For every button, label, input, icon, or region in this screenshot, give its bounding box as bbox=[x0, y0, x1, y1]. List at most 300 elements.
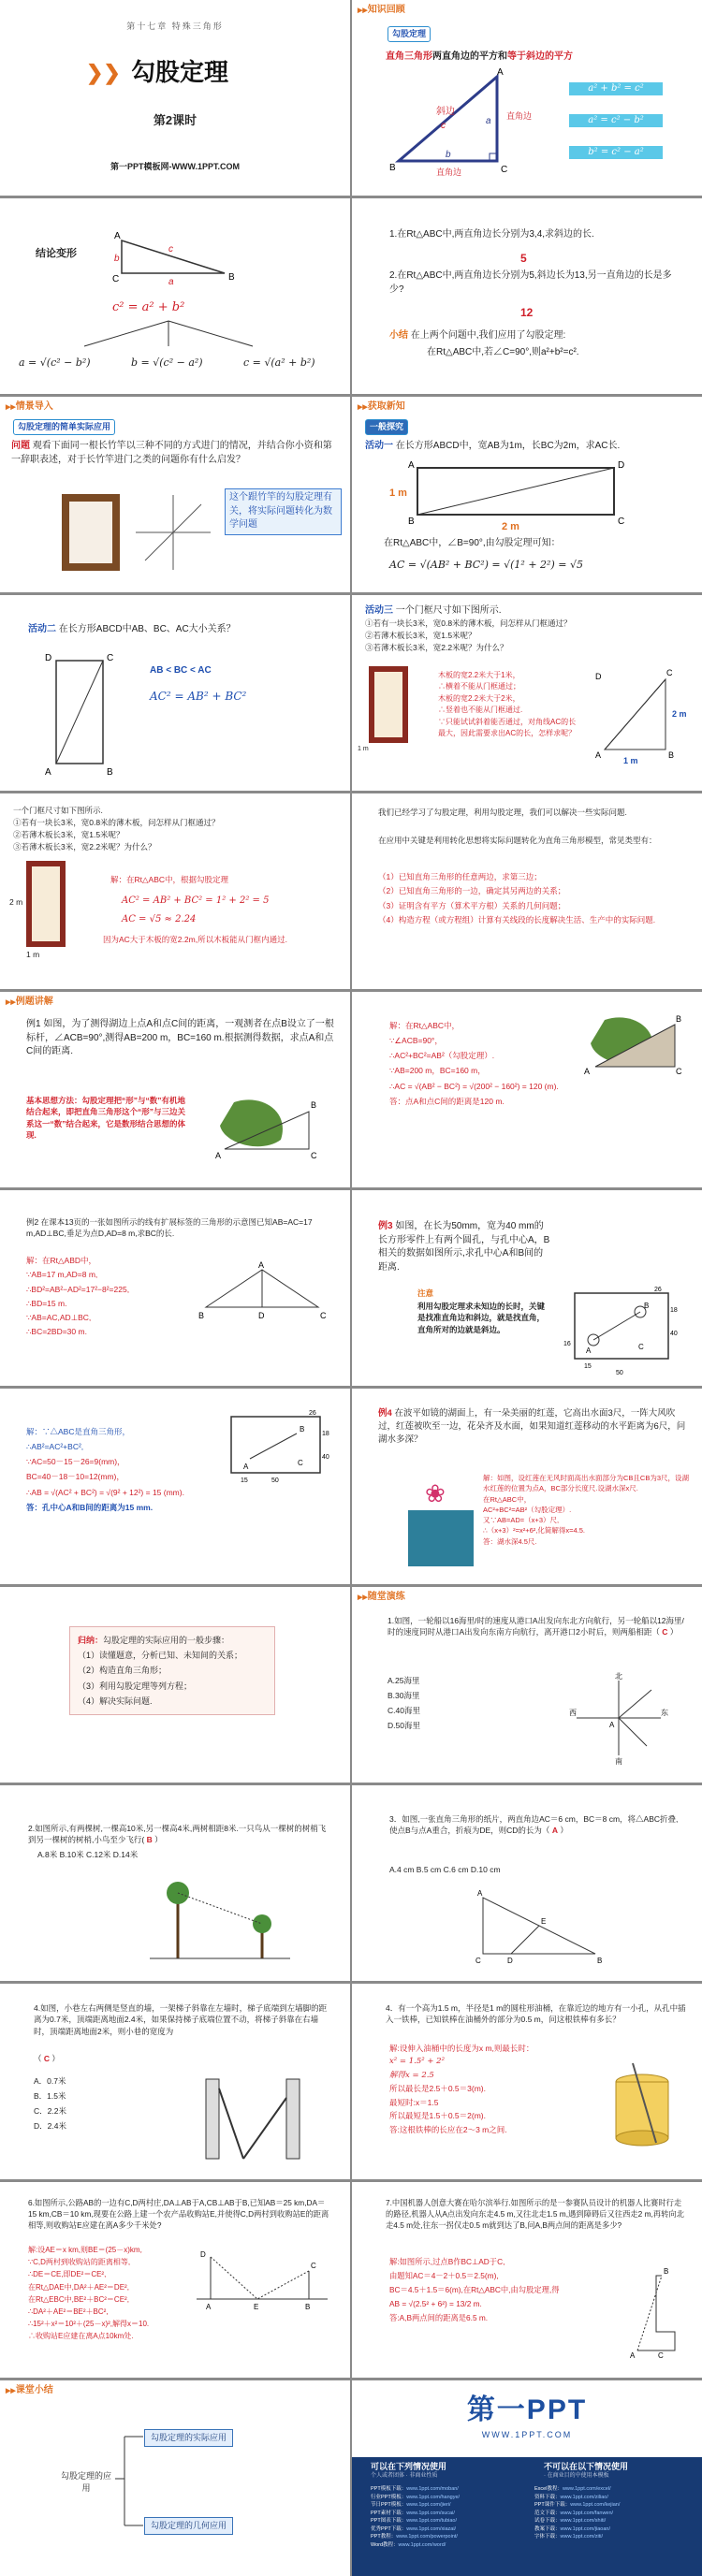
part-figure bbox=[556, 1284, 687, 1377]
topic-tag: 勾股定理的简单实际应用 bbox=[13, 419, 115, 435]
vertex-a: A bbox=[497, 67, 504, 78]
vertex-c: C bbox=[311, 2262, 316, 2270]
vertex-a: A bbox=[206, 2303, 212, 2311]
step-3: AB = √(2.5² + 6²) = 13/2 m. bbox=[389, 2298, 482, 2308]
slide-23-exercise-6 bbox=[0, 2182, 350, 2378]
lake-figure bbox=[206, 1093, 328, 1168]
item-1: ①若有一块长3米，宽0.8米的薄木板，问怎样从门框通过？ bbox=[365, 619, 572, 628]
slide-24-exercise-7 bbox=[352, 2182, 702, 2378]
step-4: ∵AB=AC,AD⊥BC, bbox=[26, 1313, 92, 1323]
vertex-a: A bbox=[584, 1067, 591, 1076]
vertex-a: A bbox=[408, 460, 415, 471]
example-text: 在波平如镜的湖面上，有一朵美丽的红莲，它高出水面3尺，一阵大风吹过，红莲被吹至一边，花朵齐及水面，如果知道红莲移动的水平距离为6尺，问湖水多深？ bbox=[378, 1408, 686, 1445]
port-label: A bbox=[609, 1721, 615, 1729]
step-4: ∴AC = √(AB² − BC²) = √(200² − 160²) = 120 (m). bbox=[389, 1081, 559, 1091]
slide-22-exercise-5 bbox=[352, 1984, 702, 2179]
rule-part-3: 等于 bbox=[507, 51, 526, 62]
intro: 一个门框尺寸如下图所示. bbox=[13, 806, 103, 815]
link-row[interactable]: PPT模板下载：www.1ppt.com/moban/ bbox=[371, 2486, 459, 2492]
rule-part-2: 两直角边的平方和 bbox=[432, 51, 507, 62]
vertex-b: B bbox=[408, 517, 415, 527]
vertex-b: B bbox=[300, 1425, 305, 1434]
activity-text: 一个门框尺寸如下图所示. bbox=[395, 605, 502, 616]
allowed-title: 可以在下列情况使用 bbox=[371, 2462, 447, 2471]
width-label: 1 m bbox=[623, 756, 638, 765]
dim-4: 15 bbox=[584, 1363, 592, 1370]
vertex-b: B bbox=[668, 750, 675, 760]
vertex-b: B bbox=[305, 2303, 311, 2311]
steps-title: 勾股定理的实际应用的一般步骤： bbox=[103, 1636, 230, 1645]
question-text: 7.中国机器人创意大赛在哈尔滨举行.如图所示的是一参赛队员设计的机器人比赛时行走的路径,机器人从A点出发向东走4.5 m,又往北走1.5 m,遇到障碍后又往西走2 m,再转向北走4.5 m处,往东一拐仅走0.5 m就到达了B,问A,B两点间的距离是多少? bbox=[386, 2198, 684, 2231]
site-label: 第一PPT模板网-WWW.1PPT.COM bbox=[110, 162, 240, 171]
slide-1-title bbox=[0, 0, 350, 196]
relation-equation: AC² = AB² + BC² bbox=[150, 690, 247, 703]
variant-b: b = √(c² − a²) bbox=[131, 357, 203, 369]
hyp-label: 斜边 bbox=[436, 107, 455, 117]
activity-label: 活动二 bbox=[28, 624, 56, 634]
trees-figure bbox=[150, 1879, 290, 1963]
question-text: 4.如图，小巷左右两侧是竖直的墙，一架梯子斜靠在左墙时，梯子底端到左墙脚的距离为0.7米，顶端距离地面2.4米，如果保持梯子底端位置不动，将梯子斜靠在右墙时，顶端距离地面2米，则小巷的宽度为 bbox=[34, 2003, 328, 2036]
lake-figure bbox=[577, 1011, 689, 1076]
forbidden-sub: · 在商业目的中使用本模板 bbox=[544, 2473, 609, 2479]
eq-1: x² = 1.5² + 2² bbox=[389, 2057, 445, 2067]
door-width: 1 m bbox=[358, 746, 369, 752]
vertex-b: B bbox=[597, 1957, 603, 1965]
vertex-b: B bbox=[389, 163, 396, 173]
sol-2: 在Rt△ABC中， bbox=[483, 1494, 532, 1504]
leg-label: 直角边 bbox=[506, 111, 533, 121]
item-3: ③若薄木板长3米，宽2.2米呢？为什么？ bbox=[365, 643, 508, 652]
question-text: 4．有一个高为1.5 m，半径是1 m的圆柱形油桶，在靠近边的地方有一小孔，从孔中插入一铁棒，已知铁棒在油桶外的部分为0.5 m，问这根铁棒有多长？ bbox=[386, 2003, 686, 2025]
note-label: 注意 bbox=[417, 1288, 434, 1298]
slide-25-summary bbox=[0, 2380, 350, 2576]
vertex-a: A bbox=[243, 1463, 249, 1471]
vertex-b: B bbox=[107, 767, 113, 778]
vertex-a: A bbox=[114, 231, 121, 241]
link-row[interactable]: 范文下载：www.1ppt.com/fanwen/ bbox=[534, 2510, 614, 2516]
step-1: （1）读懂题意，分析已知、未知间的关系； bbox=[78, 1651, 243, 1661]
sol-4: 又∵AB=AD=（x+3）尺, bbox=[483, 1516, 560, 1524]
sol-1: 解：如图，设红莲在无风时面高出水面部分为CB且CB为3尺，设湖水红莲的位置为点A，BC部分长度尺.设湖水深x尺. bbox=[483, 1474, 690, 1493]
center-topic: 勾股定理的应用 bbox=[60, 2471, 111, 2494]
slide-5-intro bbox=[0, 397, 350, 592]
reason-2: ∴横着不能从门框通过； bbox=[438, 682, 520, 691]
vertex-c: C bbox=[298, 1459, 303, 1467]
answer: A bbox=[551, 1826, 558, 1836]
step-1: 由题知AC＝4－2＋0.5＝2.5(m), bbox=[389, 2270, 499, 2280]
link-row[interactable]: 优秀PPT下载：www.1ppt.com/xiazai/ bbox=[371, 2525, 457, 2532]
reason-3: 木板的宽2.2米大于2米， bbox=[438, 693, 520, 703]
answer-2: 12 bbox=[520, 306, 534, 319]
sol-1: 解:设伸入油桶中的长度为x m,则最长时： bbox=[389, 2044, 534, 2053]
vertex-c: C bbox=[320, 1311, 327, 1320]
slide-20-exercise-3: 3．如图,一张直角三角形的纸片，两直角边AC＝6 cm，BC＝8 cm，将△ABC折叠,使点B与点A重合，折痕为DE，则CD的长为（ A ） A.4 cm B.5 cm C.6 cm D.10 cm A B C D E bbox=[352, 1785, 702, 1981]
link-row[interactable]: 节日PPT模板：www.1ppt.com/jieri/ bbox=[371, 2502, 451, 2509]
problem-text: 观看下面同一根长竹竿以三种不同的方式进门的情况，并结合你小资和第一辞职表述，对于长竹竿进门之类的问题你有什么启发？ bbox=[11, 441, 332, 465]
option-c[interactable]: C．2.2米 bbox=[34, 2106, 66, 2117]
section-label: ▶▶ 随堂演练 bbox=[358, 1591, 405, 1605]
side-b: b bbox=[446, 150, 451, 160]
link-row[interactable]: Excel教程：www.1ppt.com/excel/ bbox=[534, 2486, 611, 2492]
slide-19-exercise-2: 2.如图所示,有两棵树,一棵高10米,另一棵高4米,两树相距8米.一只鸟从一棵树的树梢飞到另一棵树的树梢,小鸟至少飞行( B ） A.8米 B.10米 C.12米 D.14米 bbox=[0, 1785, 350, 1981]
equation-1: AC² = AB² + BC² = 1² + 2² = 5 bbox=[122, 895, 270, 906]
method-tip: 基本思想方法：勾股定理把“形”与“数”有机地结合起来，即把直角三角形这个“形”与三边关系这一“数”结合起来，它是数形结合思想的体现. bbox=[26, 1096, 186, 1140]
solution-label: 解：在Rt△ABC中，根据勾股定理 bbox=[110, 875, 229, 884]
answer: C bbox=[662, 1627, 668, 1637]
dim-1: 26 bbox=[654, 1287, 662, 1293]
vertex-c: C bbox=[676, 1067, 682, 1076]
leg-label-2: 直角边 bbox=[436, 167, 462, 177]
slide-12-solution-1 bbox=[352, 992, 702, 1187]
variant-label: 结论变形 bbox=[36, 248, 77, 259]
option-b[interactable]: B．1.5米 bbox=[34, 2091, 66, 2102]
width-label: 1 m bbox=[26, 950, 40, 959]
link-row[interactable]: 资料下载：www.1ppt.com/ziliao/ bbox=[534, 2494, 608, 2500]
path-figure bbox=[628, 2238, 694, 2360]
vertex-a: A bbox=[215, 1151, 222, 1160]
section-label: ▶▶ 情景导入 bbox=[6, 400, 53, 415]
height-label: 2 m bbox=[672, 709, 687, 719]
option-a[interactable]: A．0.7米 bbox=[34, 2076, 66, 2086]
option-d[interactable]: D．2.4米 bbox=[34, 2121, 66, 2132]
sol-5: 答:这根铁棒的长应在2～3 m之间. bbox=[389, 2124, 507, 2134]
sol-2: 所以最长是2.5＋0.5＝3(m). bbox=[389, 2084, 486, 2094]
slide-10-summary bbox=[352, 793, 702, 989]
sol-label: 解:设AE＝x km,则BE＝(25－x)km, bbox=[28, 2246, 142, 2254]
steps-label: 归纳： bbox=[78, 1636, 104, 1645]
vertex-d: D bbox=[507, 1957, 513, 1965]
dim-1: 26 bbox=[309, 1410, 316, 1417]
step-6: ∴15²＋x²＝10²＋(25－x)²,解得x＝10. bbox=[28, 2320, 150, 2329]
height-label: 2 m bbox=[9, 897, 23, 907]
vertex-c: C bbox=[638, 1343, 644, 1351]
step-7: ∴收购站E应建在离A点10km处. bbox=[28, 2332, 134, 2341]
question-text: 3．如图,一张直角三角形的纸片，两直角边AC＝6 cm，BC＝8 cm，将△ABC折叠,使点B与点A重合，折痕为DE，则CD的长为（ bbox=[389, 1814, 679, 1836]
step-1: ∵C,D两村到收购站的距离相等, bbox=[28, 2258, 131, 2267]
right-triangle-figure bbox=[385, 67, 533, 180]
section-label: ▶▶ 获取新知 bbox=[358, 400, 405, 415]
slide-2-review bbox=[352, 0, 702, 196]
west-label: 西 bbox=[569, 1709, 577, 1717]
example-label: 例4 bbox=[378, 1408, 392, 1419]
slide-13-example-2 bbox=[0, 1190, 350, 1386]
rule-part-1: 直角三角形 bbox=[386, 51, 432, 62]
step-2: （2）构造直角三角形； bbox=[78, 1666, 168, 1676]
slide-9-solution bbox=[0, 793, 350, 989]
sol-3: AC²+BC²=AB²（勾股定理）. bbox=[483, 1505, 572, 1514]
item-3: ③若薄木板长3米，宽2.2米呢？为什么？ bbox=[13, 842, 156, 851]
note-label: 小结 bbox=[389, 330, 408, 341]
reason-4: ∴竖着也不能从门框通过. bbox=[438, 706, 523, 715]
vertex-c: C bbox=[658, 2351, 664, 2360]
vertex-c: C bbox=[475, 1957, 481, 1965]
question-1: 1.在Rt△ABC中,两直角边长分别为3,4,求斜边的长. bbox=[389, 229, 594, 240]
section-label: ▶▶ 例题讲解 bbox=[6, 996, 53, 1010]
link-row[interactable]: 行业PPT模板：www.1ppt.com/hangye/ bbox=[371, 2494, 461, 2500]
option-d[interactable]: D.50海里 bbox=[388, 1721, 420, 1731]
page-title: 勾股定理 bbox=[131, 59, 229, 87]
rectangle-figure bbox=[37, 651, 131, 782]
step-2: ∴BD²=AB²−AD²=17²−8²=225, bbox=[26, 1284, 130, 1294]
reason-1: 木板的宽2.2米大于1米， bbox=[438, 671, 520, 679]
chapter-label: 第十七章 特殊三角形 bbox=[126, 22, 224, 31]
length-label: 2 m bbox=[502, 521, 519, 532]
question-text: 2.如图所示,有两棵树,一棵高10米,另一棵高4米,两树相距8米.一只鸟从一棵树的树梢飞到另一棵树的树梢,小鸟至少飞行( bbox=[28, 1824, 327, 1845]
dim-5: 50 bbox=[271, 1477, 279, 1484]
branch-geometry[interactable]: 勾股定理的几何应用 bbox=[144, 2517, 233, 2535]
problem-label: 问题 bbox=[11, 441, 30, 451]
triangle-figure bbox=[197, 1260, 337, 1326]
dim-2: 18 bbox=[670, 1307, 678, 1314]
slide-26-ad bbox=[352, 2380, 702, 2576]
equation-bar-3: b² = c² − a² bbox=[569, 146, 663, 159]
step-1: ∵∠ACB=90°， bbox=[389, 1036, 443, 1046]
side-b: b bbox=[114, 254, 120, 264]
slide-3-variants bbox=[0, 198, 350, 394]
slide-6-activity-1 bbox=[352, 397, 702, 592]
link-row[interactable]: 试卷下载：www.1ppt.com/shiti/ bbox=[534, 2518, 607, 2525]
barrel-figure bbox=[605, 2059, 680, 2161]
item-1: ①若有一块长3米，宽0.8米的薄木板，问怎样从门框通过？ bbox=[13, 818, 220, 827]
slide-21-exercise-4: 4.如图，小巷左右两侧是竖直的墙，一架梯子斜靠在左墙时，梯子底端到左墙脚的距离为0.7米，顶端距离地面2.4米，如果保持梯子底端位置不动，将梯子斜靠在右墙时，顶端距离地面2米，则小巷的宽度为 （ C ） A．0.7米 B．1.5米 C．2.2米 D．2.4米 bbox=[0, 1984, 350, 2179]
question-text: 6.如图所示,公路AB的一边有C,D两村庄,DA⊥AB于A,CB⊥AB于B,已知AB＝25 km,DA＝15 km,CB＝10 km,现要在公路上建一个农产品收购站E,并使得C,D两村到收购站E的距离相等,则收购站E应建在离A多少千米处? bbox=[28, 2198, 329, 2231]
example-text: 如图，在长为50mm，宽为40 mm的长方形零件上有两个圆孔，与孔中心A，B相关的数据如图所示,求孔中心A和B间的距离. bbox=[378, 1221, 550, 1273]
side-c: c bbox=[168, 244, 173, 255]
text-2: 在应用中关键是利用转化思想将实际问题转化为直角三角形模型，常见类型有： bbox=[378, 836, 657, 845]
dim-3: 40 bbox=[322, 1454, 329, 1461]
options[interactable]: A.8米 B.10米 C.12米 D.14米 bbox=[37, 1850, 139, 1859]
step-5: ∴DA²＋AE²＝BE²＋BC², bbox=[28, 2307, 109, 2316]
vertex-a: A bbox=[586, 1346, 592, 1355]
question-text: 1.如图，一轮船以16海里/时的速度从港口A出发向东北方向航行，另一轮船以12海里/时的速度同时从港口A出发向东南方向航行，离开港口2小时后，则两船相距（ bbox=[388, 1616, 684, 1637]
sol-label: 解：在Rt△ABD中， bbox=[26, 1256, 97, 1265]
brand-url[interactable]: WWW.1PPT.COM bbox=[481, 2430, 573, 2439]
conclusion: 因为AC大于木板的宽2.2m,所以木板能从门框内通过. bbox=[103, 935, 287, 944]
vertex-c: C bbox=[107, 653, 114, 663]
vertex-d: D bbox=[200, 2250, 206, 2259]
reason-5: ∵只能试试斜着能否通过，对角线AC的长最大，因此需要求出AC的长，怎样求呢？ bbox=[438, 717, 577, 737]
equation-2: AC = √5 ≈ 2.24 bbox=[122, 914, 197, 924]
slide-11-example-1 bbox=[0, 992, 350, 1187]
solution-equation: AC = √(AB² + BC²) = √(1² + 2²) = √5 bbox=[389, 559, 583, 571]
text-1: 我们已经学习了勾股定理，利用勾股定理，我们可以解决一些实际问题. bbox=[378, 808, 627, 817]
sol-4: 所以最短是1.5＋0.5＝2(m). bbox=[389, 2111, 486, 2121]
branch-lines bbox=[56, 318, 300, 351]
east-label: 东 bbox=[661, 1709, 668, 1717]
equation-bar-2: a² = c² − b² bbox=[569, 114, 663, 127]
explore-tag: 一般探究 bbox=[365, 419, 408, 435]
step-2: ∴AC²+BC²=AB²（勾股定理）. bbox=[389, 1051, 495, 1061]
width-label: 1 m bbox=[389, 488, 407, 499]
vertex-d: D bbox=[618, 460, 625, 471]
door-frame-image bbox=[62, 494, 120, 571]
triangle-figure bbox=[112, 222, 253, 287]
link-row[interactable]: 教案下载：www.1ppt.com/jiaoan/ bbox=[534, 2525, 611, 2532]
link-row[interactable]: PPT教程：www.1ppt.com/powerpoint/ bbox=[371, 2534, 458, 2540]
door-image bbox=[26, 861, 66, 947]
slide-15-solution-3 bbox=[0, 1389, 350, 1584]
step-1: ∴AB²=AC²+BC², bbox=[26, 1442, 84, 1452]
step-3: ∴BD=15 m. bbox=[26, 1298, 67, 1308]
branch-practical[interactable]: 勾股定理的实际应用 bbox=[144, 2429, 233, 2447]
brand-logo: 第一PPT bbox=[466, 2394, 588, 2425]
pole-lines bbox=[131, 490, 215, 575]
sol-5: ∴（x+3）²=x²+6²,化简解得x=4.5. bbox=[483, 1526, 585, 1535]
step-3: 在Rt△DAE中,DA²＋AE²＝DE², bbox=[28, 2282, 129, 2292]
example-text: 例2 在课本13页的一张如图所示的线有扩展标签的三角形的示意图已知AB=AC=17 m,AD⊥BC,垂足为点D,AD=8 m,求BC的长. bbox=[26, 1217, 313, 1239]
type-4: （4）构造方程（或方程组）计算有关线段的长度解决生活、生产中的实际问题. bbox=[378, 914, 656, 924]
step-4: 答:A,B两点间的距离是6.5 m. bbox=[389, 2312, 489, 2322]
activity-label: 活动三 bbox=[365, 605, 393, 616]
vertex-a: A bbox=[595, 750, 602, 760]
vertex-b: B bbox=[644, 1302, 650, 1310]
slide-18-exercise-1: ▶▶ 随堂演练 1.如图，一轮船以16海里/时的速度从港口A出发向东北方向航行，另一轮船以12海里/时的速度同时从港口A出发向东南方向航行，离开港口2小时后，则两船相距（ C ） A.25海里 B.30海里 C.40海里 D.50海里 北 南 东 西 A bbox=[352, 1587, 702, 1783]
vertex-d: D bbox=[258, 1311, 265, 1320]
option-c[interactable]: C.40海里 bbox=[388, 1706, 420, 1716]
north-label: 北 bbox=[615, 1672, 622, 1681]
eq-2: 解得x = 2.5 bbox=[389, 2070, 434, 2080]
vertex-c: C bbox=[501, 165, 508, 175]
type-3: （3）证明含有平方（算术平方根）关系的几何问题； bbox=[378, 900, 566, 910]
options[interactable]: A.4 cm B.5 cm C.6 cm D.10 cm bbox=[389, 1865, 501, 1874]
slide-16-example-4 bbox=[352, 1389, 702, 1584]
vertex-e: E bbox=[541, 1917, 547, 1926]
vertex-b: B bbox=[664, 2267, 669, 2276]
type-1: （1）已知直角三角形的任意两边，求第三边； bbox=[378, 872, 542, 881]
theorem-tag: 勾股定理 bbox=[388, 26, 431, 42]
lesson-label: 第2课时 bbox=[153, 113, 197, 127]
equation-bar-1: a² + b² = c² bbox=[569, 82, 663, 95]
answer-1: 5 bbox=[520, 252, 527, 265]
variant-c: c = √(a² + b²) bbox=[243, 357, 315, 369]
note-text: 在上两个问题中,我们应用了勾股定理: bbox=[410, 330, 566, 341]
dim-3: 16 bbox=[563, 1341, 571, 1347]
vertex-b: B bbox=[676, 1014, 682, 1024]
section-label: ▶▶ 知识回顾 bbox=[358, 4, 405, 18]
vertex-a: A bbox=[630, 2351, 636, 2360]
sol-label: 解：在Rt△ABC中， bbox=[389, 1021, 461, 1030]
step-3: BC=40－18－10=12(mm)， bbox=[26, 1472, 124, 1482]
forbidden-title: 不可以在以下情况使用 bbox=[544, 2462, 629, 2471]
side-c: c bbox=[441, 121, 446, 131]
slide-4-questions bbox=[352, 198, 702, 394]
dim-2: 18 bbox=[322, 1431, 329, 1437]
door-image bbox=[369, 666, 408, 743]
compass-figure bbox=[567, 1671, 670, 1765]
vertex-c: C bbox=[112, 274, 120, 284]
link-row[interactable]: PPT素材下载：www.1ppt.com/sucai/ bbox=[371, 2510, 455, 2516]
item-2: ②若薄木板长3米，宽1.5米呢？ bbox=[13, 830, 124, 839]
bracket-lines bbox=[110, 2418, 148, 2540]
answer: B bbox=[146, 1835, 153, 1845]
chevron-icon: ❯❯ bbox=[86, 61, 121, 84]
note-text: 利用勾股定理求未知边的长时，关键是找准直角边和斜边，就是找直角，直角所对的边就是斜边。 bbox=[417, 1302, 546, 1334]
part-figure bbox=[217, 1407, 339, 1487]
activity-label: 活动一 bbox=[365, 441, 393, 451]
answer: 答：点A和点C间的距离是120 m. bbox=[389, 1096, 505, 1106]
slide-8-activity-3 bbox=[352, 595, 702, 791]
vertex-d: D bbox=[595, 672, 602, 681]
step-3: ∵AB=200 m，BC=160 m， bbox=[389, 1066, 486, 1076]
example-text: 例1 如图，为了测得湖边上点A和点C间的距离，一观测者在点B设立了一根标杆，∠ACB=90°,测得AB=200 m，BC=160 m.根据测得数据，求点A和点C间的距离. bbox=[26, 1019, 334, 1056]
alley-figure bbox=[197, 2070, 309, 2163]
dim-5: 40 bbox=[670, 1331, 678, 1337]
relation-text: AB < BC < AC bbox=[150, 665, 212, 676]
slide-17-steps bbox=[0, 1587, 350, 1783]
link-row[interactable]: 字体下载：www.1ppt.com/ziti/ bbox=[534, 2534, 604, 2540]
question-2: 2.在Rt△ABC中,两直角边长分别为5,斜边长为13,另一直角边的长是多少? bbox=[389, 270, 672, 295]
dim-6: 50 bbox=[616, 1370, 623, 1376]
vertex-c: C bbox=[618, 517, 625, 527]
note-formula: 在Rt△ABC中,若∠C=90°,则a²+b²=c². bbox=[427, 347, 579, 357]
vertex-e: E bbox=[254, 2303, 259, 2311]
sol-6: 答：湖水深4.5尺. bbox=[483, 1536, 537, 1546]
activity-text: 在长方形ABCD中，宽AB为1m，长BC为2m，求AC长. bbox=[395, 441, 621, 451]
dim-4: 15 bbox=[241, 1477, 248, 1484]
vertex-c: C bbox=[666, 668, 673, 677]
step-4: 在Rt△EBC中,BE²＋BC²＝CE², bbox=[28, 2294, 129, 2304]
sol-label: 解：∵△ABC是直角三角形， bbox=[26, 1427, 130, 1436]
slide-14-example-3 bbox=[352, 1190, 702, 1386]
activity-text: 在长方形ABCD中AB、BC、AC大小关系？ bbox=[58, 624, 236, 634]
step-4: ∴AB = √(AC² + BC²) = √(9² + 12²) = 15 (mm). bbox=[26, 1487, 184, 1497]
step-2: ∵AC=50－15－26=9(mm)， bbox=[26, 1457, 125, 1467]
vertex-a: A bbox=[477, 1889, 483, 1898]
vertex-b: B bbox=[311, 1100, 317, 1110]
vertex-a: A bbox=[45, 767, 51, 778]
variant-a: a = √(c² − b²) bbox=[19, 357, 91, 369]
vertex-c: C bbox=[311, 1151, 317, 1160]
type-2: （2）已知直角三角形的一边，确定其另两边的关系； bbox=[378, 886, 566, 896]
lotus-icon: ❀ bbox=[425, 1479, 446, 1507]
step-5: ∴BC=2BD=30 m. bbox=[26, 1327, 87, 1337]
link-row[interactable]: PPT课件下载：www.1ppt.com/kejian/ bbox=[534, 2502, 621, 2509]
vertex-b: B bbox=[228, 272, 235, 283]
step-1: ∵AB=17 m,AD=8 m, bbox=[26, 1270, 98, 1280]
example-label: 例3 bbox=[378, 1221, 393, 1231]
south-label: 南 bbox=[615, 1757, 622, 1766]
allowed-sub: 个人或者团体 · 非商业性质 bbox=[371, 2473, 438, 2479]
side-a: a bbox=[168, 277, 174, 287]
solution-text: 在Rt△ABC中，∠B=90°,由勾股定理可知： bbox=[384, 538, 561, 548]
rule-part-4: 斜边的平方 bbox=[526, 51, 573, 62]
sol-3: 最短时:x＝1.5 bbox=[389, 2097, 439, 2107]
step-3: （3）利用勾股定理等列方程； bbox=[78, 1681, 193, 1691]
road-figure bbox=[187, 2248, 337, 2313]
step-2: ∴DE＝CE,即DE²＝CE², bbox=[28, 2270, 107, 2279]
side-a: a bbox=[486, 116, 491, 126]
answer: C bbox=[43, 2054, 51, 2063]
step-4: （4）解决实际问题. bbox=[78, 1696, 153, 1706]
vertex-a: A bbox=[258, 1260, 265, 1270]
option-b[interactable]: B.30海里 bbox=[388, 1691, 420, 1701]
slide-7-activity-2 bbox=[0, 595, 350, 791]
link-row[interactable]: PPT图表下载：www.1ppt.com/tubiao/ bbox=[371, 2518, 458, 2525]
vertex-d: D bbox=[45, 653, 52, 663]
thought-box: 这个跟竹竿的勾股定理有关，将实际问题转化为数学问题 bbox=[225, 488, 342, 535]
steps-box bbox=[69, 1626, 275, 1715]
option-a[interactable]: A.25海里 bbox=[388, 1676, 420, 1685]
answer: 答：孔中心A和B间的距离为15 mm. bbox=[26, 1502, 154, 1512]
link-row[interactable]: Word教程：www.1ppt.com/word/ bbox=[371, 2541, 446, 2548]
main-equation: c² = a² + b² bbox=[112, 300, 185, 314]
step-2: BC＝4.5＋1.5＝6(m),在Rt△ABC中,由勾股定理,得 bbox=[389, 2284, 560, 2294]
section-label: ▶▶ 课堂小结 bbox=[6, 2384, 53, 2398]
sol-label: 解:如图所示,过点B作BC⊥AD于C, bbox=[389, 2257, 505, 2266]
rect-figure bbox=[586, 661, 698, 773]
fold-figure bbox=[464, 1888, 614, 1968]
vertex-b: B bbox=[198, 1311, 205, 1320]
